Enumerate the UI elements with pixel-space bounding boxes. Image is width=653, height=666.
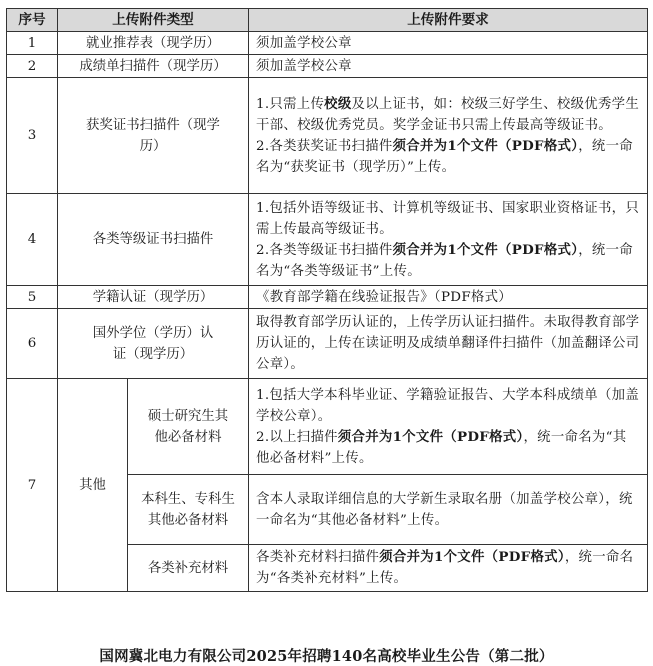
row-type: 其他	[58, 379, 128, 592]
table-row	[7, 55, 648, 78]
req-line-2: 2.各类等级证书扫描件须合并为1个文件（PDF格式），统一命名为“各类等级证书”上传。	[256, 241, 633, 279]
subrow-type: 硕士研究生其他必备材料	[128, 379, 249, 475]
req-line-1: 1.包括外语等级证书、计算机等级证书、国家职业资格证书，只需上传最高等级证书。	[256, 200, 640, 237]
table-row	[7, 78, 648, 194]
row-type: 学籍认证（现学历）	[58, 286, 249, 309]
subrow-type: 本科生、专科生其他必备材料	[128, 475, 249, 545]
row-type: 获奖证书扫描件（现学历）	[58, 78, 249, 194]
header-type: 上传附件类型	[58, 9, 249, 32]
table-header-row	[7, 9, 648, 32]
table-row	[7, 194, 648, 286]
row-req: 各类补充材料扫描件须合并为1个文件（PDF格式），统一命名为“各类补充材料”上传。	[249, 545, 648, 592]
row-no: 6	[7, 309, 58, 379]
row-req: 《教育部学籍在线验证报告》（PDF格式）	[249, 286, 648, 309]
table-row	[7, 309, 648, 379]
row-req	[249, 194, 648, 286]
req-line-2: 2.各类获奖证书扫描件须合并为1个文件（PDF格式），统一命名为“获奖证书（现学历）”上传。	[256, 137, 633, 175]
table-row	[7, 286, 648, 309]
row-req	[249, 379, 648, 475]
row-type: 就业推荐表（现学历）	[58, 32, 249, 55]
row-no: 7	[7, 379, 58, 592]
row-no: 2	[7, 55, 58, 78]
header-req: 上传附件要求	[249, 9, 648, 32]
row-no: 5	[7, 286, 58, 309]
row-no: 4	[7, 194, 58, 286]
header-no: 序号	[7, 9, 58, 32]
table-row	[7, 32, 648, 55]
page-footer-title: 国网冀北电力有限公司2025年招聘140名高校毕业生公告（第二批）	[99, 648, 554, 665]
req-line-1: 1.只需上传校级及以上证书，如：校级三好学生、校级优秀学生干部、校级优秀党员。奖学金证书只需上传最高等级证书。	[256, 95, 640, 133]
row-type: 各类等级证书扫描件	[58, 194, 249, 286]
row-type: 成绩单扫描件（现学历）	[58, 55, 249, 78]
row-no: 3	[7, 78, 58, 194]
row-req: 含本人录取详细信息的大学新生录取名册（加盖学校公章），统一命名为“其他必备材料”上传。	[249, 475, 648, 545]
attachment-table	[6, 8, 648, 592]
row-req: 取得教育部学历认证的，上传学历认证扫描件。未取得教育部学历认证的，上传在读证明及成绩单翻译件扫描件（加盖翻译公司公章）。	[249, 309, 648, 379]
row-no: 1	[7, 32, 58, 55]
req-line-1: 1.包括大学本科毕业证、学籍验证报告、大学本科成绩单（加盖学校公章）。	[256, 387, 640, 424]
subrow-type: 各类补充材料	[128, 545, 249, 592]
req-line-2: 2.以上扫描件须合并为1个文件（PDF格式），统一命名为“其他必备材料”上传。	[256, 428, 627, 466]
table-row	[7, 379, 648, 475]
row-req: 须加盖学校公章	[249, 32, 648, 55]
row-req	[249, 78, 648, 194]
row-req: 须加盖学校公章	[249, 55, 648, 78]
row-type: 国外学位（学历）认证（现学历）	[58, 309, 249, 379]
